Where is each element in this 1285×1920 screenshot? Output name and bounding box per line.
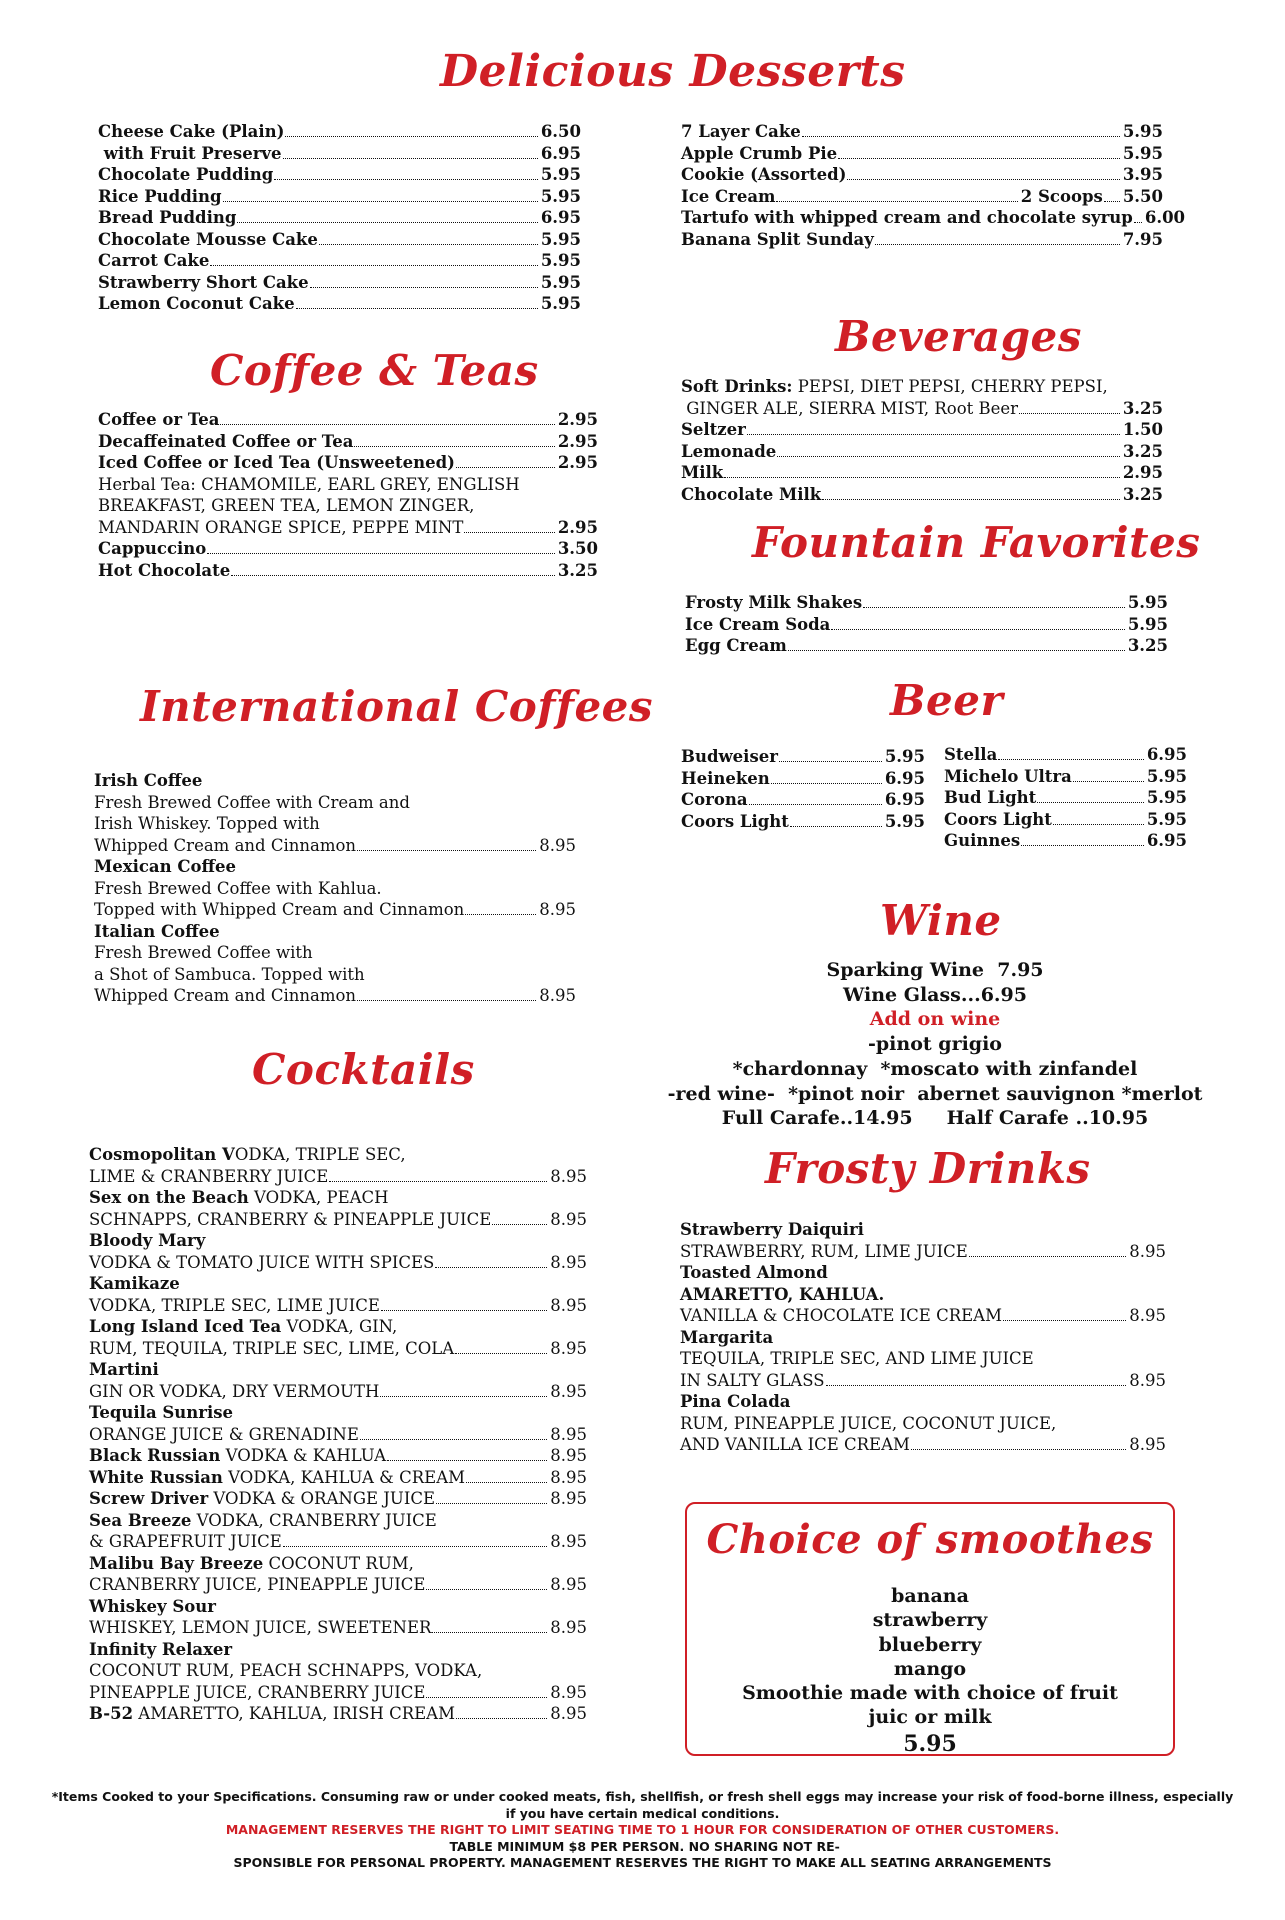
menu-item: Cappuccino 3.50 (98, 539, 598, 558)
cocktail-name: Sex on the Beach VODKA, PEACH (89, 1188, 389, 1207)
menu-item: Chocolate Pudding 5.95 (98, 165, 581, 184)
menu-item: VODKA, TRIPLE SEC, LIME JUICE 8.95 (89, 1295, 587, 1315)
menu-item: ORANGE JUICE & GRENADINE 8.95 (89, 1424, 587, 1444)
wine-chardonnay-line: *chardonnay *moscato with zinfandel (732, 1057, 1138, 1080)
menu-item: PINEAPPLE JUICE, CRANBERRY JUICE 8.95 (89, 1682, 587, 1702)
cocktails-list (89, 1144, 587, 1725)
menu-item: Stella 6.95 (944, 745, 1187, 764)
wine-pinot-grigio: -pinot grigio (868, 1033, 1002, 1056)
menu-item: SCHNAPPS, CRANBERRY & PINEAPPLE JUICE 8.95 (89, 1209, 587, 1229)
wine-glass: Wine Glass...6.95 (842, 983, 1027, 1006)
menu-item: Whipped Cream and Cinnamon 8.95 (94, 835, 576, 855)
menu-item: Iced Coffee or Iced Tea (Unsweetened) 2.95 (98, 453, 598, 472)
menu-item: Topped with Whipped Cream and Cinnamon 8.95 (94, 900, 576, 919)
cocktails-title: Cocktails (252, 1045, 475, 1094)
smoothie-note: Smoothie made with choice of fruit (742, 1682, 1118, 1705)
menu-item: Rice Pudding 5.95 (98, 186, 581, 206)
menu-item: Coffee or Tea 2.95 (98, 410, 598, 429)
beverages-list (681, 376, 1163, 505)
menu-item: GIN OR VODKA, DRY VERMOUTH 8.95 (89, 1381, 587, 1401)
beer-left-list (681, 746, 925, 832)
beer-right-list (944, 744, 1187, 852)
menu-item: Guinnes 6.95 (944, 831, 1187, 850)
item-description: Fresh Brewed Coffee with (94, 943, 313, 962)
menu-item: AND VANILLA ICE CREAM 8.95 (680, 1435, 1166, 1454)
item-name: Margarita (680, 1327, 774, 1347)
menu-item: Cheese Cake (Plain) 6.50 (98, 122, 581, 141)
item-description: Irish Whiskey. Topped with (94, 814, 320, 833)
menu-item: Chocolate Mousse Cake 5.95 (98, 229, 581, 249)
menu-item: WHISKEY, LEMON JUICE, SWEETENER 8.95 (89, 1618, 587, 1637)
menu-item: IN SALTY GLASS 8.95 (680, 1370, 1166, 1390)
smoothie-fruit: blueberry (878, 1633, 982, 1656)
beer-title: Beer (890, 676, 1004, 725)
menu-item: Frosty Milk Shakes 5.95 (685, 593, 1168, 612)
item-description: a Shot of Sambuca. Topped with (94, 964, 365, 984)
menu-item: VODKA & TOMATO JUICE WITH SPICES 8.95 (89, 1252, 587, 1272)
menu-item: 7 Layer Cake 5.95 (681, 122, 1163, 141)
footer-line: if you have certain medical conditions. (505, 1805, 780, 1821)
wine-carafe-line (645, 1106, 1225, 1131)
menu-item: LIME & CRANBERRY JUICE 8.95 (89, 1166, 587, 1186)
menu-item: Decaffeinated Coffee or Tea 2.95 (98, 431, 598, 451)
footer-line: SPONSIBLE FOR PERSONAL PROPERTY. MANAGEMENT RESERVES THE RIGHT TO MAKE ALL SEATING ARRANGEMENTS (233, 1855, 1052, 1870)
menu-item: Egg Cream 3.25 (685, 636, 1168, 655)
menu-item: Ice Cream 2 Scoops 5.50 (681, 186, 1163, 206)
smoothie-box (685, 1502, 1175, 1756)
desserts-title: Delicious Desserts (440, 46, 906, 97)
menu-item: VANILLA & CHOCOLATE ICE CREAM 8.95 (680, 1306, 1166, 1325)
menu-item: STRAWBERRY, RUM, LIME JUICE 8.95 (680, 1241, 1166, 1261)
cocktail-name: Whiskey Sour (89, 1596, 216, 1616)
smoothie-price: 5.95 (903, 1730, 957, 1757)
cocktail-name: Cosmopolitan VODKA, TRIPLE SEC, (89, 1145, 406, 1164)
wine-sparkling: Sparking Wine 7.95 (826, 959, 1044, 981)
menu-item: Black Russian VODKA & KAHLUA 8.95 (89, 1446, 587, 1465)
menu-item: Ice Cream Soda 5.95 (685, 614, 1168, 634)
item-name: Pina Colada (680, 1392, 791, 1411)
menu-item: Bud Light 5.95 (944, 788, 1187, 807)
item-description: Fresh Brewed Coffee with Cream and (94, 792, 410, 812)
menu-item: Lemon Coconut Cake 5.95 (98, 294, 581, 313)
menu-item: White Russian VODKA, KAHLUA & CREAM 8.95 (89, 1467, 587, 1487)
menu-item: Michelo Ultra 5.95 (944, 766, 1187, 786)
frosty-drinks-title: Frosty Drinks (765, 1144, 1091, 1193)
fountain-favorites-title: Fountain Favorites (752, 518, 1201, 567)
menu-item: Screw Driver VODKA & ORANGE JUICE 8.95 (89, 1489, 587, 1508)
smoothie-note: juic or milk (868, 1706, 992, 1729)
menu-item: Strawberry Short Cake 5.95 (98, 272, 581, 292)
menu-item: Chocolate Milk 3.25 (681, 484, 1163, 504)
menu-item: Budweiser 5.95 (681, 747, 925, 766)
desserts-right-list (681, 121, 1186, 250)
item-name: Toasted Almond (680, 1263, 828, 1282)
item-name: Mexican Coffee (94, 857, 237, 876)
item-description: COCONUT RUM, PEACH SCHNAPPS, VODKA, (89, 1661, 483, 1680)
item-description: TEQUILA, TRIPLE SEC, AND LIME JUICE (680, 1349, 1034, 1368)
cocktail-name: Sea Breeze VODKA, CRANBERRY JUICE (89, 1510, 437, 1530)
menu-item: Coors Light 5.95 (681, 811, 925, 831)
full-carafe: Full Carafe..14.95 (721, 1107, 913, 1130)
desserts-left-list (98, 121, 581, 315)
herbal-tea-line: BREAKFAST, GREEN TEA, LEMON ZINGER, (98, 496, 475, 515)
herbal-tea-line: Herbal Tea: CHAMOMILE, EARL GREY, ENGLISH (98, 474, 520, 494)
menu-item: with Fruit Preserve 6.95 (98, 143, 581, 163)
cocktail-name: Martini (89, 1360, 159, 1379)
item-description: RUM, PINEAPPLE JUICE, COCONUT JUICE, (680, 1413, 1057, 1433)
smoothie-options (687, 1584, 1173, 1758)
menu-item: Tartufo with whipped cream and chocolate syrup 6.00 (681, 208, 1186, 227)
item-name: Italian Coffee (94, 921, 220, 941)
menu-item: Corona 6.95 (681, 790, 925, 809)
smoothie-fruit: mango (893, 1657, 967, 1680)
soft-drinks-line: Soft Drinks: PEPSI, DIET PEPSI, CHERRY PEPSI, (681, 377, 1108, 396)
wine-title: Wine (880, 896, 1002, 945)
wine-list (645, 958, 1225, 1131)
wine-red-line: -red wine- *pinot noir abernet sauvignon *merlot (667, 1082, 1203, 1105)
item-name: Strawberry Daiquiri (680, 1220, 864, 1239)
footer-line: MANAGEMENT RESERVES THE RIGHT TO LIMIT SEATING TIME TO 1 HOUR FOR CONSIDERATION OF OTHER CUSTOMERS. TABLE MINIMUM $8 PER PERSON. NO SHARING NOT RE- (225, 1822, 1060, 1854)
cocktail-name: Malibu Bay Breeze COCONUT RUM, (89, 1553, 414, 1573)
cocktail-name: Kamikaze (89, 1274, 180, 1293)
menu-item: B-52 AMARETTO, KAHLUA, IRISH CREAM 8.95 (89, 1704, 587, 1723)
menu-item: Whipped Cream and Cinnamon 8.95 (94, 986, 576, 1005)
cocktail-name: Infinity Relaxer (89, 1639, 233, 1659)
menu-item: Heineken 6.95 (681, 768, 925, 788)
smoothie-fruit: banana (891, 1585, 969, 1607)
beverages-title: Beverages (835, 312, 1082, 361)
item-description: AMARETTO, KAHLUA. (680, 1284, 885, 1304)
menu-item: GINGER ALE, SIERRA MIST, Root Beer 3.25 (681, 398, 1163, 418)
smoothie-fruit: strawberry (872, 1609, 988, 1632)
menu-item: Banana Split Sunday 7.95 (681, 229, 1163, 249)
item-description: Fresh Brewed Coffee with Kahlua. (94, 878, 382, 898)
half-carafe: Half Carafe ..10.95 (946, 1107, 1149, 1130)
wine-addon-label: Add on wine (869, 1008, 1001, 1031)
item-name: Irish Coffee (94, 771, 203, 790)
menu-item: Seltzer 1.50 (681, 420, 1163, 439)
menu-item: CRANBERRY JUICE, PINEAPPLE JUICE 8.95 (89, 1575, 587, 1594)
menu-item: Milk 2.95 (681, 463, 1163, 482)
footer-line: *Items Cooked to your Specifications. Consuming raw or under cooked meats, fish, shellfish, or fresh shell eggs may increase your risk of food-borne illness, especially (51, 1789, 1234, 1804)
menu-item: MANDARIN ORANGE SPICE, PEPPE MINT 2.95 (98, 517, 598, 537)
cocktail-name: Tequila Sunrise (89, 1403, 234, 1422)
footer-management-notice: MANAGEMENT RESERVES THE RIGHT TO LIMIT SEATING TIME TO 1 HOUR FOR CONSIDERATION OF OTHER CUSTOMERS. (225, 1822, 1060, 1837)
menu-item: Apple Crumb Pie 5.95 (681, 143, 1163, 163)
international-coffees-title: International Coffees (140, 682, 654, 731)
coffee-teas-list (98, 409, 598, 581)
menu-item: Cookie (Assorted) 3.95 (681, 165, 1163, 184)
coffee-teas-title: Coffee & Teas (210, 346, 539, 395)
menu-item: Coors Light 5.95 (944, 809, 1187, 829)
menu-item: & GRAPEFRUIT JUICE 8.95 (89, 1532, 587, 1551)
international-coffees-list (94, 770, 576, 1007)
menu-item: Bread Pudding 6.95 (98, 208, 581, 227)
menu-item: Hot Chocolate 3.25 (98, 560, 598, 580)
smoothies-title: Choice of smoothes (706, 1516, 1154, 1563)
fountain-favorites-list (685, 592, 1168, 657)
cocktail-name: Bloody Mary (89, 1231, 206, 1250)
footer-disclaimer (40, 1789, 1245, 1872)
menu-item: Carrot Cake 5.95 (98, 251, 581, 270)
menu-item: RUM, TEQUILA, TRIPLE SEC, LIME, COLA 8.95 (89, 1338, 587, 1358)
frosty-drinks-list (680, 1219, 1166, 1456)
cocktail-name: Long Island Iced Tea VODKA, GIN, (89, 1317, 398, 1336)
menu-item: Lemonade 3.25 (681, 441, 1163, 461)
